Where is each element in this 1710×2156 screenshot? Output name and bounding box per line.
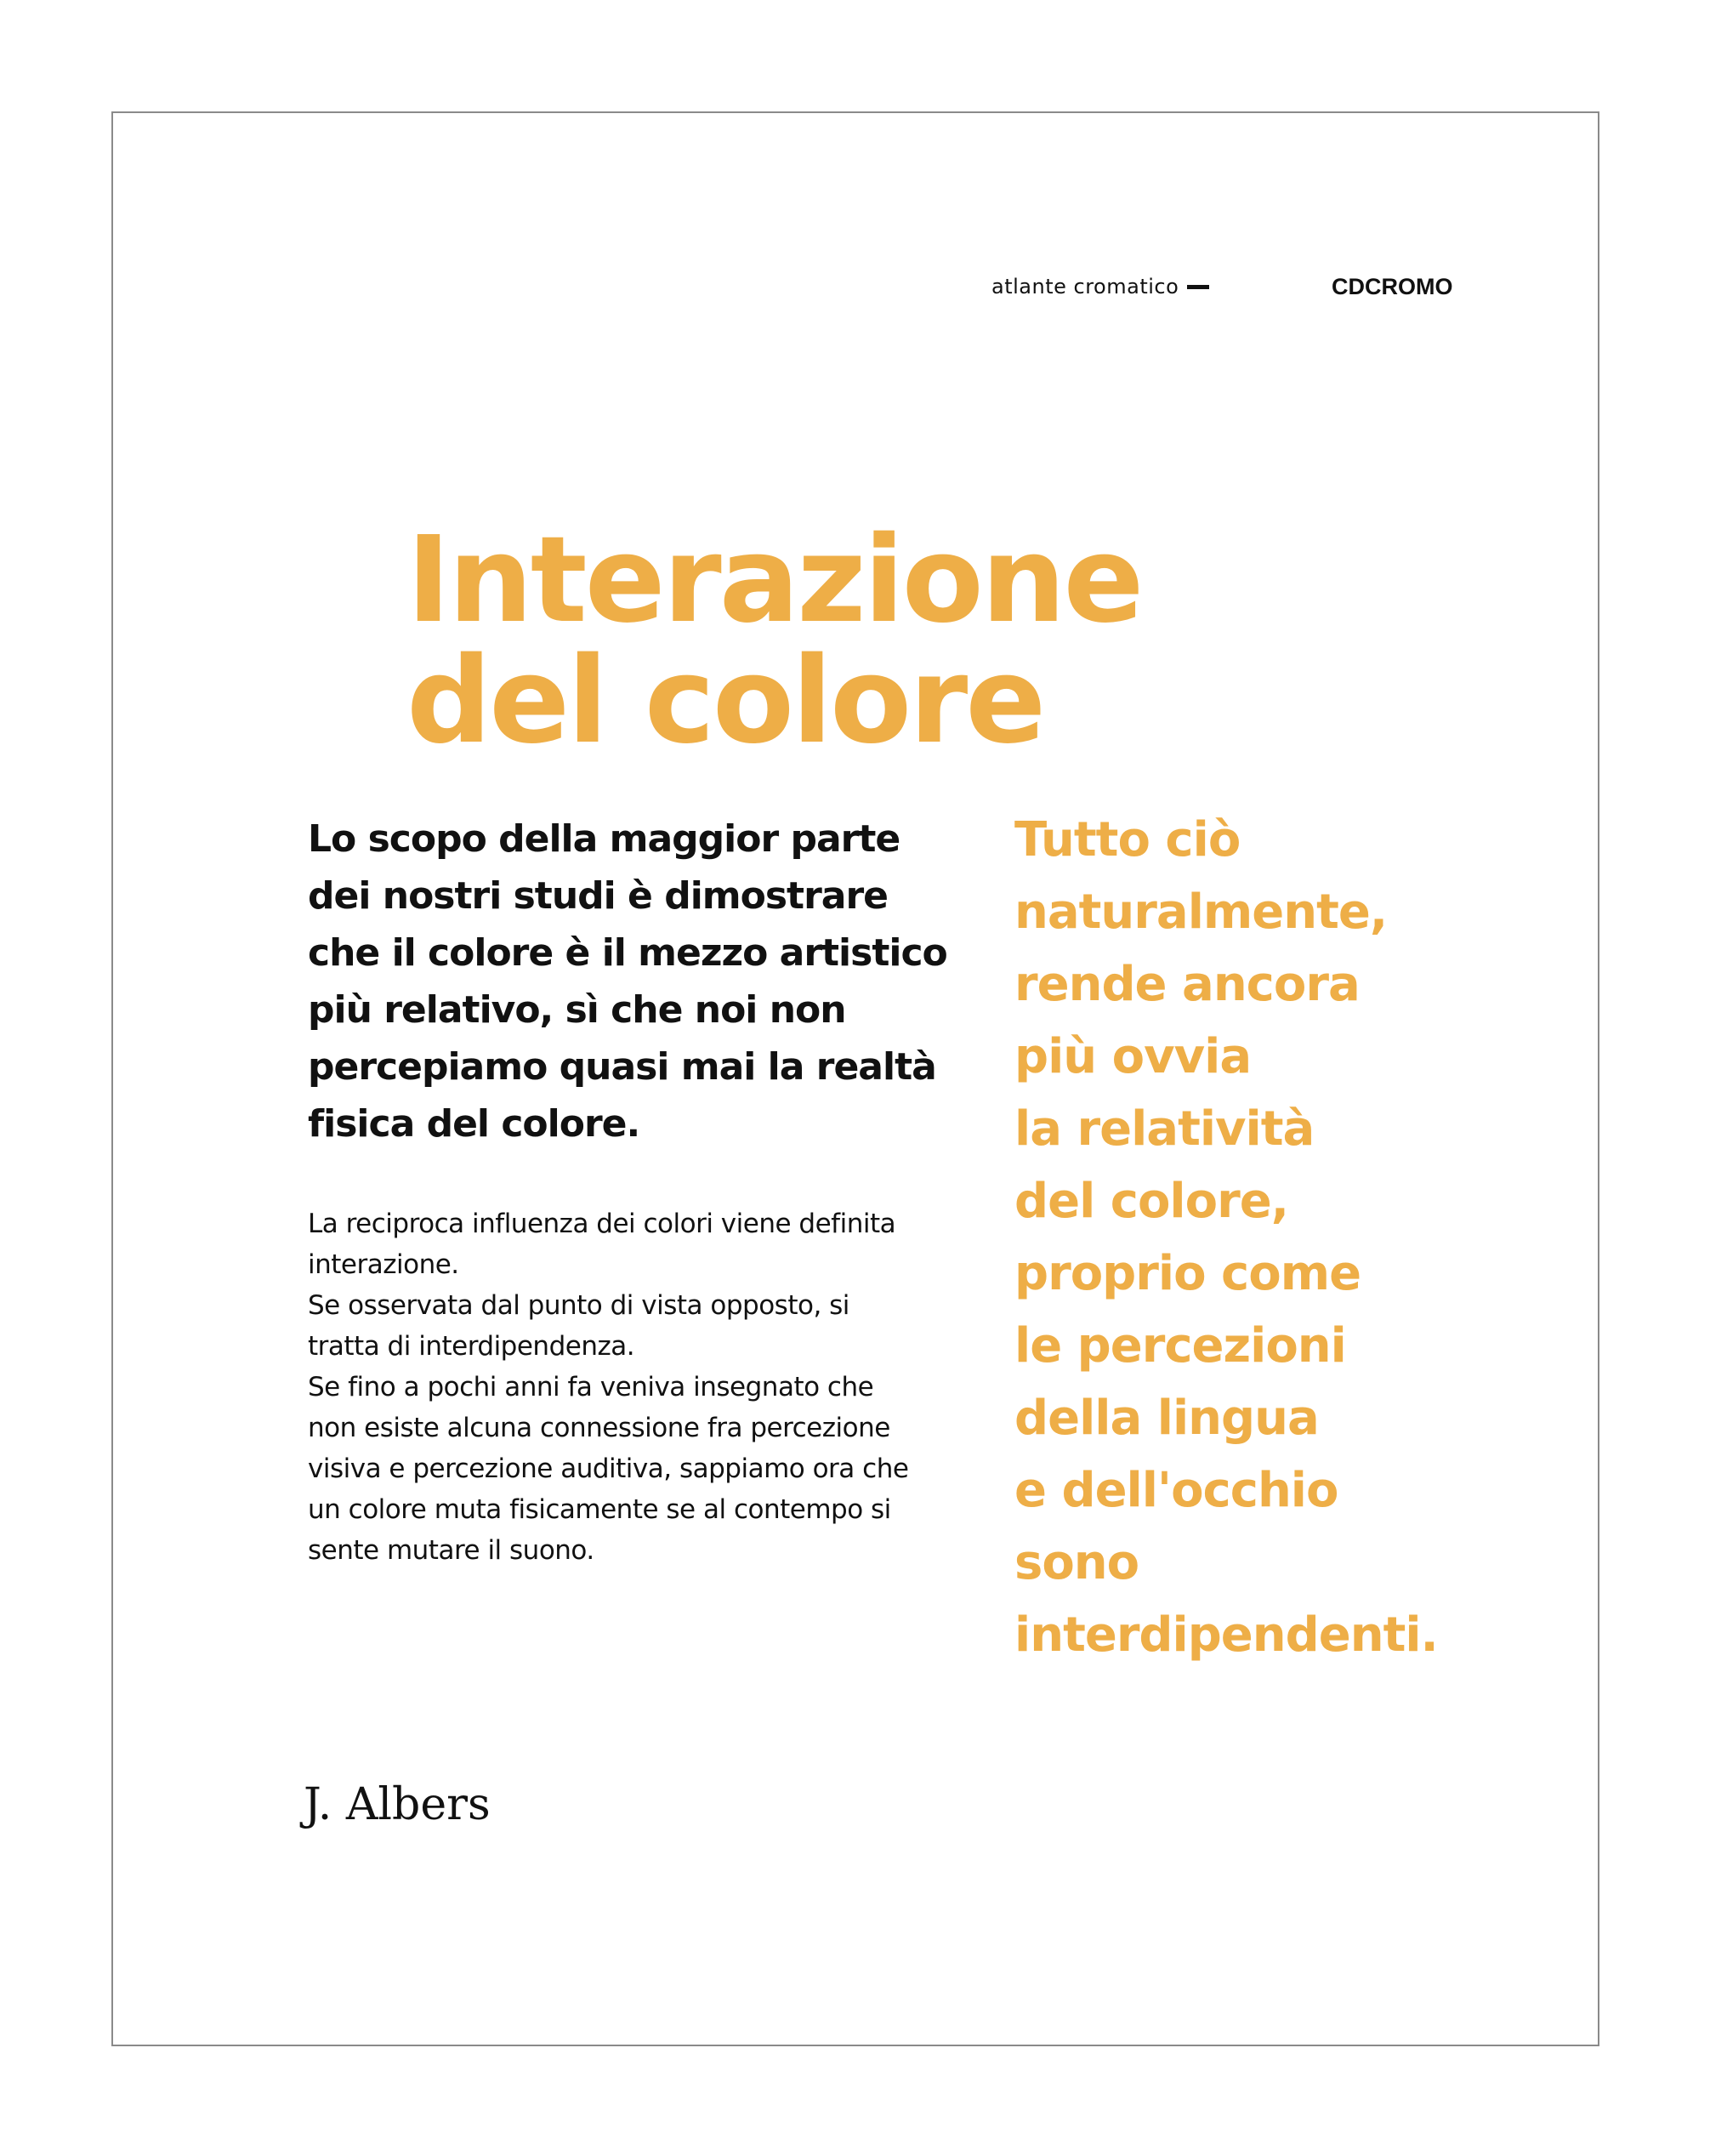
quote-line: del colore, [1014,1174,1288,1229]
quote-line: Tutto ciò [1014,812,1241,868]
author-signature: J. Albers [304,1779,491,1830]
quote-line: interdipendenti. [1014,1607,1438,1663]
header-series-label: atlante cromatico [991,275,1179,299]
quote-line: proprio come [1014,1246,1361,1301]
quote-line: la relatività [1014,1101,1315,1157]
body-line: non esiste alcuna connessione fra percezione [308,1413,890,1443]
quote-line: più ovvia [1014,1029,1252,1084]
lead-line: Lo scopo della maggior parte [308,817,900,861]
page-title [406,511,1142,771]
header-brand: CDCROMO [1332,274,1453,299]
quote-line: sono [1014,1535,1139,1590]
quote-line: le percezioni [1014,1318,1346,1374]
lead-line: dei nostri studi è dimostrare [308,874,889,918]
lead-line: che il colore è il mezzo artistico [308,931,947,975]
quote-line: naturalmente, [1014,885,1388,940]
title-line: Interazione [406,511,1142,650]
quote-line: rende ancora [1014,957,1360,1012]
lead-paragraph [308,811,971,1152]
body-line: tratta di interdipendenza. [308,1331,635,1362]
body-line: interazione. [308,1249,459,1280]
body-line: visiva e percezione auditiva, sappiamo ora che [308,1453,909,1484]
quote-line: della lingua [1014,1391,1319,1446]
lead-line: fisica del colore. [308,1102,640,1146]
lead-line: percepiamo quasi mai la realtà [308,1045,936,1089]
quote-line: e dell'occhio [1014,1463,1338,1518]
title-line: del colore [406,632,1044,771]
body-line: sente mutare il suono. [308,1535,594,1566]
body-line: La reciproca influenza dei colori viene definita [308,1209,896,1239]
body-line: Se fino a pochi anni fa veniva insegnato che [308,1372,874,1402]
lead-line: più relativo, sì che noi non [308,988,846,1032]
body-line: Se osservata dal punto di vista opposto, si [308,1290,849,1321]
body-line: un colore muta fisicamente se al contempo si [308,1494,891,1525]
pull-quote [1014,804,1576,1671]
header-dash [1187,285,1209,289]
body-paragraph [308,1203,997,1571]
header-series [991,275,1209,299]
